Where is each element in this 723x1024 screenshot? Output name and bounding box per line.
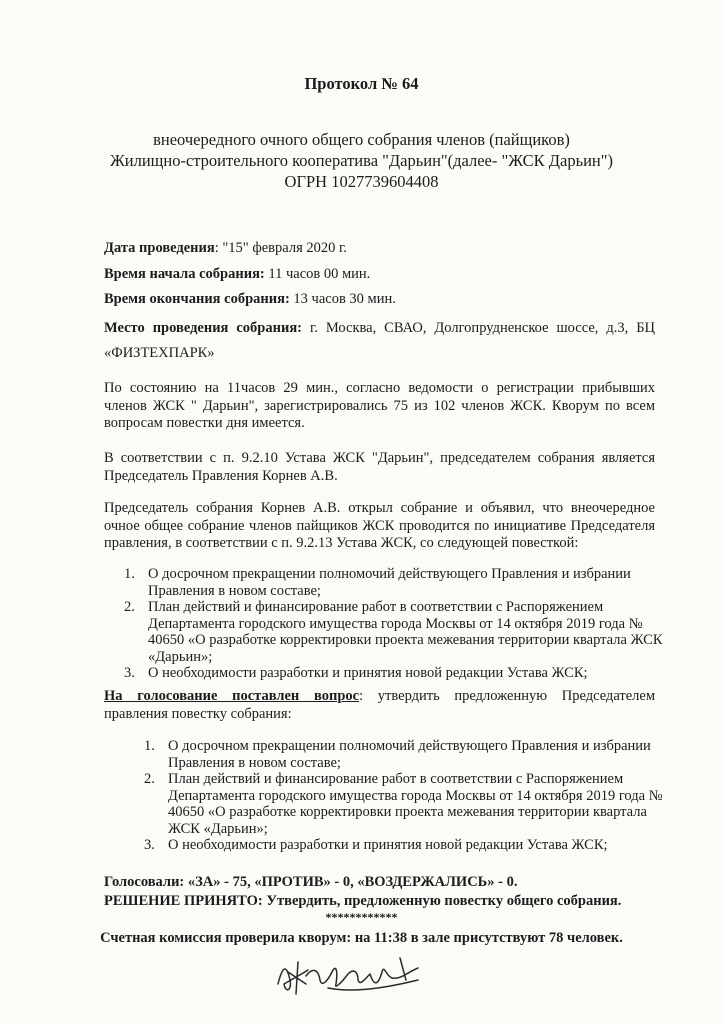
agenda-item: 3. О необходимости разработки и принятия новой редакции Устава ЖСК;: [124, 665, 588, 681]
meeting-start-label: Время начала собрания:: [104, 266, 265, 282]
meeting-place: [104, 316, 655, 366]
agenda-item: 2. План действий и финансирование работ в соответствии с Распоряжением Департамента городского имущества города Москвы от 14 октября 2019 года № 40650 «О разработке корректировки проекта межевания территории квартала ЖСК «Дарьин»;: [124, 599, 663, 665]
meeting-place-label: Место проведения собрания:: [104, 320, 302, 336]
meeting-end-label: Время окончания собрания:: [104, 291, 290, 307]
agenda-item: 1. О досрочном прекращении полномочий действующего Правления и избрании Правления в новом составе;: [144, 738, 651, 771]
meeting-start: [104, 266, 370, 283]
vote-question-text: : утвердить предложенную Председателем правления повестку собрания:: [104, 688, 655, 722]
agenda-list-repeat: [144, 738, 664, 854]
protocol-title: Протокол № 64: [304, 74, 419, 93]
subtitle-ogrn: ОГРН 1027739604408: [284, 172, 439, 191]
meeting-date: [104, 240, 347, 257]
meeting-start-value: 11 часов 00 мин.: [264, 266, 371, 282]
quorum-paragraph: По состоянию на 11часов 29 мин., согласно ведомости о регистрации прибывших членов ЖСК " Дарьин", зарегистрировались 75 из 102 членов ЖСК. Кворум по всем вопросам повестки дня имеется.: [104, 380, 655, 431]
agenda-list: [124, 566, 664, 682]
agenda-item: 1. О досрочном прекращении полномочий действующего Правления и избрании Правления в новом составе;: [124, 566, 631, 599]
counting-commission: Счетная комиссия проверила кворум: на 11:38 в зале присутствуют 78 человек.: [100, 930, 623, 946]
meeting-date-label: Дата проведения: [104, 240, 215, 256]
agenda-item: 3. О необходимости разработки и принятия новой редакции Устава ЖСК;: [144, 837, 608, 853]
vote-question: [104, 688, 655, 723]
agenda-item: 2. План действий и финансирование работ в соответствии с Распоряжением Департамента городского имущества города Москвы от 14 октября 2019 года № 40650 «О разработке корректировки проекта межевания территории квартала ЖСК «Дарьин»;: [144, 771, 663, 837]
decision-text: РЕШЕНИЕ ПРИНЯТО: Утвердить, предложенную повестку общего собрания.: [104, 893, 622, 909]
vote-question-label: На голосование поставлен вопрос: [104, 688, 360, 704]
handwritten-signature: [268, 950, 438, 1005]
opening-paragraph: Председатель собрания Корнев А.В. открыл собрание и объявил, что внеочередное очное общее собрание членов пайщиков ЖСК проводится по инициативе Председателя правления, в соответствии с п. 9.2.13 Устава ЖСК, со следующей повесткой:: [104, 500, 655, 551]
chairman-paragraph: В соответствии с п. 9.2.10 Устава ЖСК "Дарьин", председателем собрания является Председатель Правления Корнев А.В.: [104, 450, 655, 484]
meeting-place-value: г. Москва, СВАО, Долгопрудненское шоссе, д.3, БЦ «ФИЗТЕХПАРК»: [104, 320, 655, 361]
meeting-end-value: 13 часов 30 мин.: [289, 291, 396, 307]
meeting-date-value: : "15" февраля 2020 г.: [214, 240, 347, 256]
subtitle-line-1: внеочередного очного общего собрания членов (пайщиков): [153, 130, 570, 149]
meeting-end: [104, 291, 396, 308]
subtitle-line-2: Жилищно-строительного кооператива "Дарьин"(далее- "ЖСК Дарьин"): [109, 151, 613, 170]
separator: ************: [325, 910, 398, 924]
vote-results: Голосовали: «ЗА» - 75, «ПРОТИВ» - 0, «ВОЗДЕРЖАЛИСЬ» - 0.: [104, 874, 518, 890]
